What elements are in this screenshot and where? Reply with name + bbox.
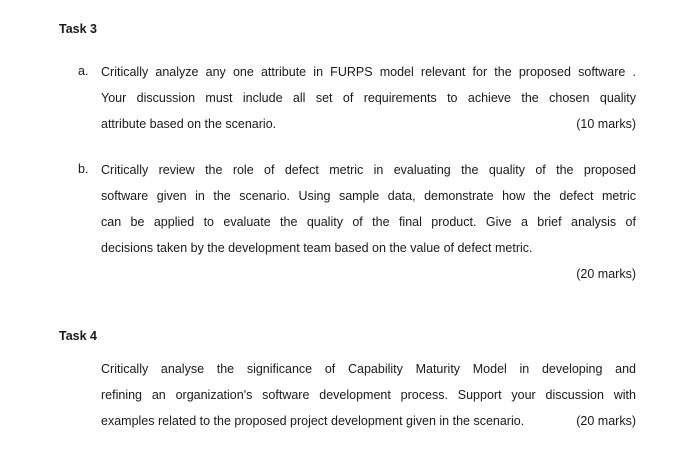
item-b-line-4: decisions taken by the development team based on the value of defect metric. bbox=[101, 241, 533, 255]
item-a-marker: a. bbox=[78, 64, 89, 78]
task3-heading: Task 3 bbox=[59, 22, 97, 36]
item-b-line-1: Critically review the role of defect metric in evaluating the quality of the proposed bbox=[101, 163, 636, 177]
item-b-line-2: software given in the scenario. Using sample data, demonstrate how the defect metric bbox=[101, 189, 636, 203]
task4-marks: (20 marks) bbox=[576, 414, 636, 428]
task4-line-2: refining an organization's software development process. Support your discussion with bbox=[101, 388, 636, 402]
item-b-line-3: can be applied to evaluate the quality of the final product. Give a brief analysis of bbox=[101, 215, 636, 229]
task4-line-3: examples related to the proposed project development given in the scenario. bbox=[101, 414, 525, 428]
task4-line-1: Critically analyse the significance of Capability Maturity Model in developing and bbox=[101, 362, 636, 376]
item-b-marks: (20 marks) bbox=[576, 267, 636, 281]
item-a-marks: (10 marks) bbox=[576, 117, 636, 131]
item-a-last-row bbox=[101, 116, 636, 132]
item-b-marker: b. bbox=[78, 162, 89, 176]
task4-heading: Task 4 bbox=[59, 329, 97, 343]
item-a-line-1: Critically analyze any one attribute in FURPS model relevant for the proposed software . bbox=[101, 65, 636, 79]
item-a-line-2: Your discussion must include all set of requirements to achieve the chosen quality bbox=[101, 91, 636, 105]
item-a-line-3: attribute based on the scenario. bbox=[101, 117, 277, 131]
task4-last-row bbox=[101, 413, 636, 429]
